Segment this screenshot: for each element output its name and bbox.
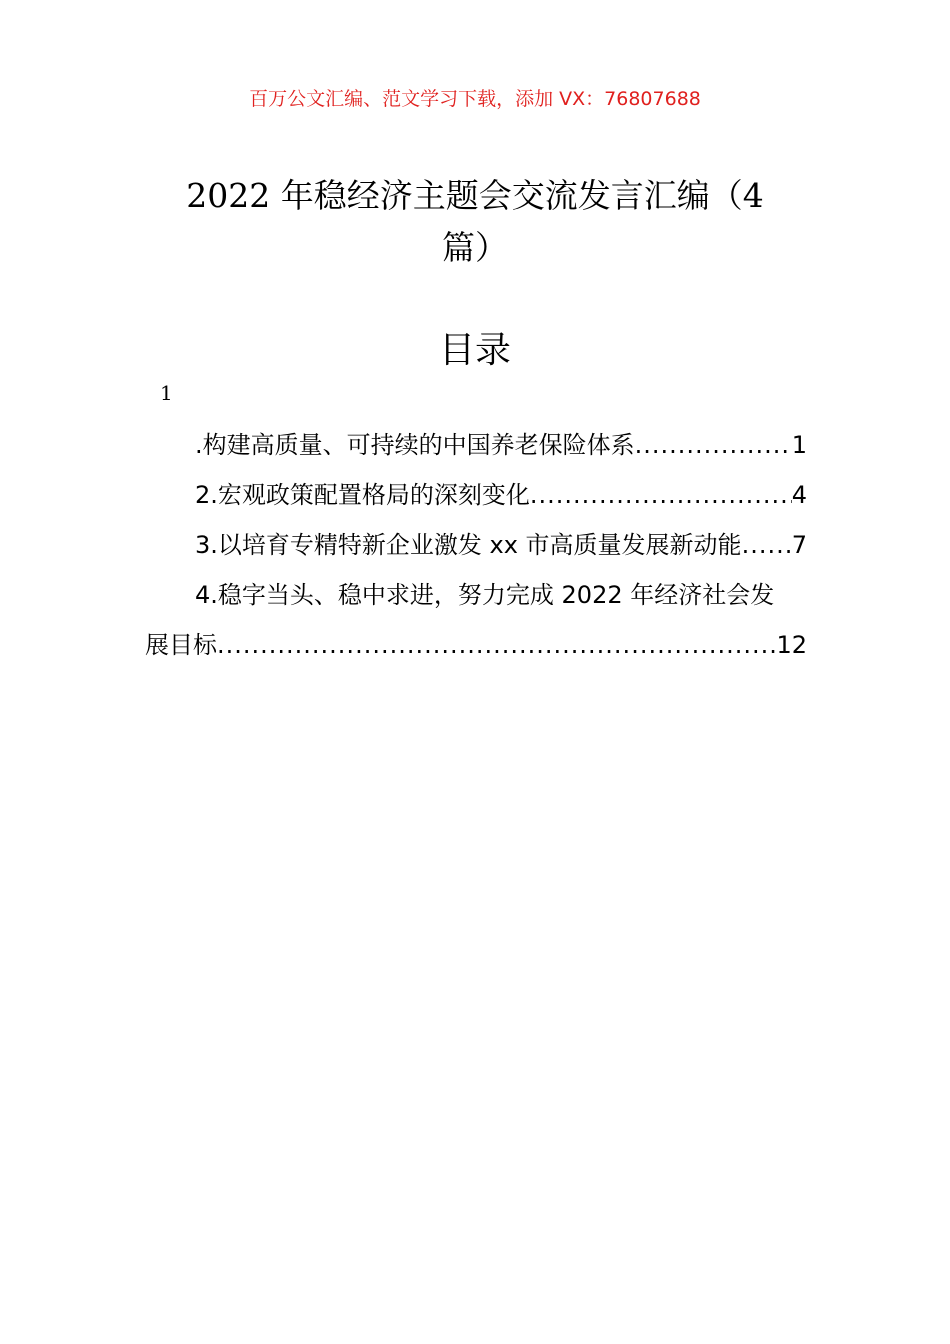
toc-entry-4-line-2[interactable] <box>145 620 807 670</box>
document-title <box>170 170 780 274</box>
toc-entry-page: 4 <box>791 481 807 509</box>
document-title-line-1: 2022 年稳经济主题会交流发言汇编（4 <box>186 176 764 215</box>
toc-entry-3[interactable] <box>145 520 807 570</box>
table-of-contents <box>145 420 807 670</box>
toc-entry-page: 7 <box>791 531 807 559</box>
toc-dot-leader <box>742 520 792 570</box>
toc-entry-page: 12 <box>776 631 807 659</box>
toc-entry-title: .构建高质量、可持续的中国养老保险体系 <box>195 431 635 459</box>
toc-dot-leader <box>530 470 792 520</box>
toc-entry-2[interactable] <box>145 470 807 520</box>
toc-dot-leader <box>635 420 792 470</box>
toc-entry-page: 1 <box>791 431 807 459</box>
toc-entry-4-line-1[interactable]: 4.稳字当头、稳中求进，努力完成 2022 年经济社会发 <box>195 581 775 609</box>
stray-page-number: 1 <box>160 381 173 405</box>
toc-entry-title: 2.宏观政策配置格局的深刻变化 <box>195 481 530 509</box>
toc-entry-1[interactable] <box>145 420 807 470</box>
document-title-line-2: 篇） <box>442 228 508 267</box>
toc-entry-title: 展目标 <box>145 631 217 659</box>
toc-dot-leader <box>217 620 776 670</box>
header-promo-note: 百万公文汇编、范文学习下载，添加 VX：76807688 <box>249 88 701 110</box>
toc-entry-title: 3.以培育专精特新企业激发 xx 市高质量发展新动能 <box>195 531 742 559</box>
toc-heading: 目录 <box>438 330 511 371</box>
